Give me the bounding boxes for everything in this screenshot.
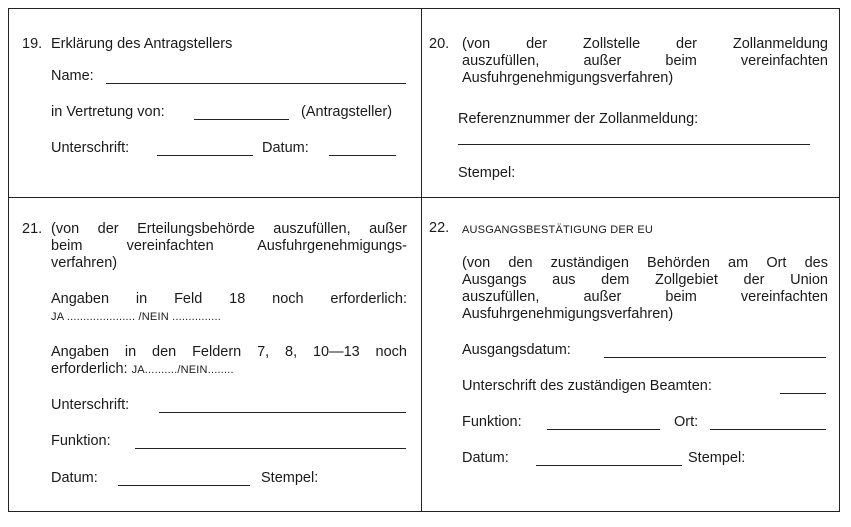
box-21-datum-field[interactable]	[118, 485, 250, 486]
box-20-line-2: auszufüllen, außer beim vereinfachten	[462, 53, 828, 69]
export-license-form-page	[8, 8, 840, 512]
box-20-stempel-label: Stempel:	[458, 165, 516, 181]
box-22-datum-label: Datum:	[462, 450, 509, 466]
box-20-line-3: Ausfuhrgenehmigungsverfahren)	[462, 70, 674, 86]
box-19-applicant-declaration	[9, 9, 421, 197]
box-22-line-3: auszufüllen, außer beim vereinfachten	[462, 289, 828, 305]
box-21-datum-label: Datum:	[51, 470, 98, 486]
box-20-line-1: (von der Zollstelle der Zollanmeldung	[462, 36, 828, 52]
box-21-line-3: verfahren)	[51, 255, 118, 271]
box-21-line-2: beim vereinfachten Ausfuhrgenehmigungs-	[51, 238, 407, 254]
box-22-exit-confirmation	[422, 198, 840, 512]
box-22-unterschrift-label: Unterschrift des zuständigen Beamten:	[462, 378, 712, 394]
box-20-referenz-label: Referenznummer der Zollanmeldung:	[458, 111, 699, 127]
box-22-ausgangsdatum-field[interactable]	[604, 357, 826, 358]
box-21-feld18-line: Angaben in Feld 18 noch erforderlich:	[51, 291, 407, 307]
box-21-stempel-label: Stempel:	[261, 470, 319, 486]
box-19-name-field[interactable]	[106, 83, 406, 84]
box-22-ausgangsdatum-label: Ausgangsdatum:	[462, 342, 571, 358]
box-21-funktion-field[interactable]	[135, 448, 406, 449]
box-19-unterschrift-label: Unterschrift:	[51, 140, 130, 156]
box-19-vertretung-field[interactable]	[194, 119, 289, 120]
box-20-customs-office	[422, 9, 840, 197]
box-21-funktion-label: Funktion:	[51, 433, 111, 449]
box-21-number: 21.	[22, 221, 43, 237]
box-22-line-4: Ausfuhrgenehmigungsverfahren)	[462, 306, 674, 322]
box-22-datum-field[interactable]	[536, 465, 682, 466]
box-21-issuing-authority	[9, 198, 421, 512]
box-20-referenz-field[interactable]	[458, 144, 810, 145]
box-21-felder-prefix: erforderlich:	[51, 361, 128, 377]
box-22-line-2: Ausgangs aus dem Zollgebiet der Union	[462, 272, 828, 288]
box-21-felder-line-1: Angaben in den Feldern 7, 8, 10—13 noch	[51, 344, 407, 360]
box-20-number: 20.	[429, 36, 450, 52]
box-19-title: Erklärung des Antragstellers	[51, 36, 233, 52]
box-19-unterschrift-field[interactable]	[157, 155, 253, 156]
box-22-funktion-field[interactable]	[547, 429, 660, 430]
box-21-line-1: (von der Erteilungsbehörde auszufüllen, außer	[51, 221, 407, 237]
box-22-line-1: (von den zuständigen Behörden am Ort des	[462, 255, 828, 271]
box-19-vertretung-label: in Vertretung von:	[51, 104, 165, 120]
box-19-datum-field[interactable]	[329, 155, 396, 156]
box-19-number: 19.	[22, 36, 43, 52]
box-22-unterschrift-field[interactable]	[780, 393, 826, 394]
box-21-unterschrift-field[interactable]	[159, 412, 406, 413]
box-22-stempel-label: Stempel:	[688, 450, 746, 466]
box-21-felder-line-2	[51, 361, 234, 379]
box-22-ort-label: Ort:	[674, 414, 699, 430]
box-22-ort-field[interactable]	[710, 429, 826, 430]
box-19-name-label: Name:	[51, 68, 94, 84]
box-19-vertretung-suffix: (Antragsteller)	[301, 104, 393, 120]
box-22-number: 22.	[429, 220, 450, 236]
box-22-title: AUSGANGSBESTÄTIGUNG DER EU	[462, 224, 654, 236]
box-22-funktion-label: Funktion:	[462, 414, 522, 430]
box-21-feld18-options[interactable]: JA ..................... /NEIN ...............	[51, 311, 221, 323]
box-21-unterschrift-label: Unterschrift:	[51, 397, 130, 413]
box-21-felder-options[interactable]: JA........../NEIN........	[131, 364, 234, 376]
box-19-datum-label: Datum:	[262, 140, 309, 156]
